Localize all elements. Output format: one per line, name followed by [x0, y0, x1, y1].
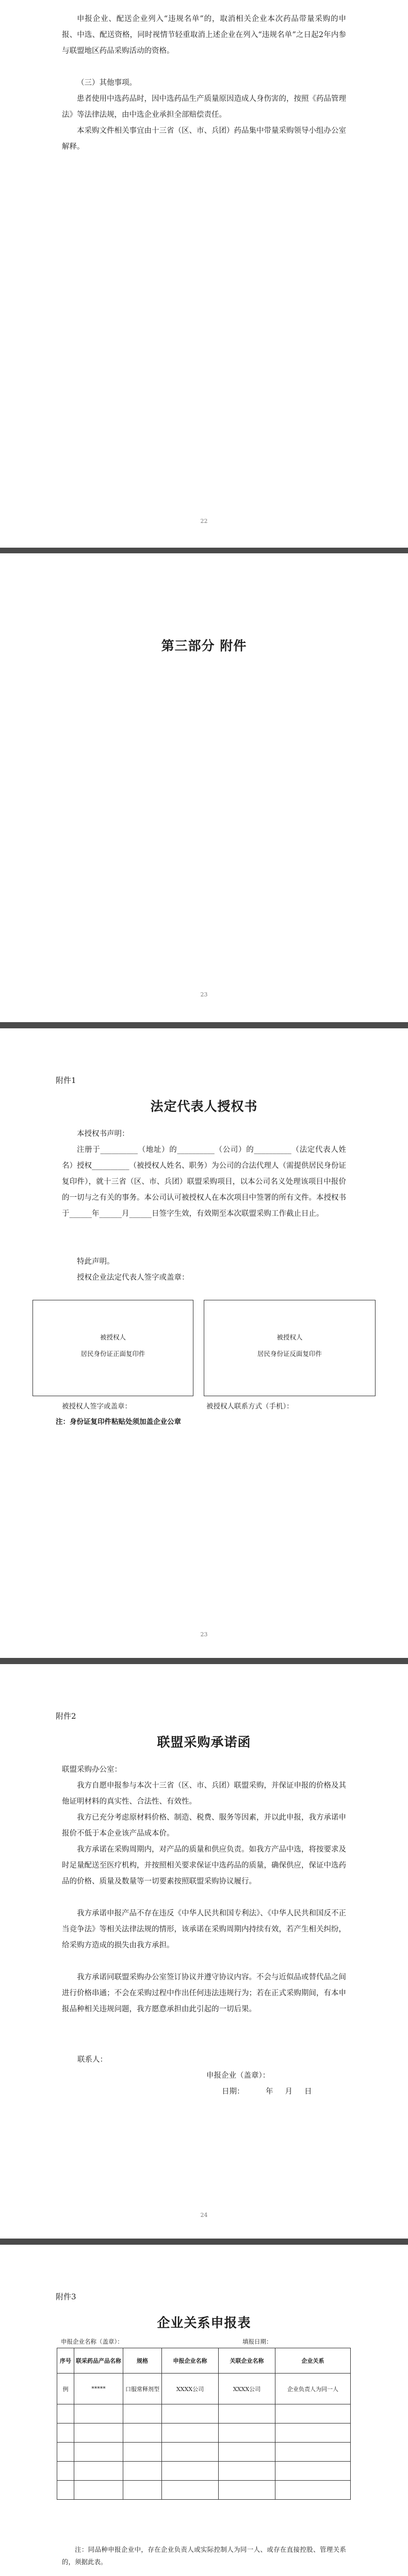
table-row [57, 2443, 351, 2462]
contact-person-line: 联系人： [77, 2056, 107, 2064]
header-cell: 联采药品产品名称 [74, 2348, 123, 2374]
table-cell [219, 2443, 275, 2462]
table-row [57, 2374, 351, 2404]
commitment-paragraph: 我方已充分考虑原材料价格、制造、税费、服务等因素，并以此申报，我方承诺申报价不低于本企业该产品成本价。 [62, 1814, 346, 1838]
table-cell [123, 2424, 162, 2443]
table-cell [162, 2443, 219, 2462]
table-cell: 例 [57, 2374, 74, 2404]
table-cell [57, 2443, 74, 2462]
table-cell [74, 2404, 123, 2424]
table-cell [57, 2424, 74, 2443]
table-cell: ***** [74, 2374, 123, 2404]
page-number: 22 [200, 518, 208, 524]
commitment-paragraph: 我方承诺申报产品不存在违反《中华人民共和国专利法》、《中华人民共和国反不正当竞争法》等相关法律法规的情形，该承诺在采购周期内持续有效，若产生相关纠纷，给采购方造成的损失由我方承担。 [62, 1909, 346, 1950]
paragraph: 申报企业、配送企业列入“违规名单”的，取消相关企业本次药品带量采购的申报、中选、配送资格，同时视情节轻重取消上述企业在列入“违规名单”之日起2年内参与联盟地区药品采购活动的资格。 [62, 15, 346, 55]
table-cell [74, 2462, 123, 2481]
table-cell [275, 2462, 351, 2481]
document-page-2 [0, 553, 408, 1021]
table-cell [275, 2481, 351, 2500]
table-cell [123, 2462, 162, 2481]
table-cell: 企业负责人为同一人 [275, 2374, 351, 2404]
page-separator [0, 548, 408, 553]
commitment-paragraph: 我方自愿申报参与本次十三省（区、市、兵团）联盟采购，并保证申报的价格及其他证明材料的真实性、合法性、有效性。 [62, 1782, 346, 1806]
document-page-3 [0, 1028, 408, 1657]
agent-signature: 被授权人签字或盖章： [62, 1402, 132, 1411]
table-cell [123, 2481, 162, 2500]
statement-line: 特此声明。 [77, 1258, 115, 1266]
table-cell [275, 2443, 351, 2462]
box-text: 居民身份证正面复印件 [80, 1350, 145, 1358]
section-title: 第三部分 附件 [161, 638, 247, 653]
agent-contact: 被授权人联系方式（手机）： [206, 1402, 293, 1411]
document-page-5 [0, 2245, 408, 2576]
id-card-back-box [204, 1300, 376, 1396]
signature-line: 授权企业法定代表人签字或盖章： [77, 1274, 189, 1282]
date-line: 日期： 年 月 日 [222, 2088, 312, 2096]
fill-date-label: 填报日期： [242, 2338, 272, 2345]
table-cell [57, 2481, 74, 2500]
page-number: 23 [200, 991, 208, 998]
table-cell: XXXX公司 [219, 2374, 275, 2404]
table-row [57, 2462, 351, 2481]
table-cell [275, 2404, 351, 2424]
header-cell: 企业关系 [275, 2348, 351, 2374]
table-cell [74, 2424, 123, 2443]
page-separator [0, 1658, 408, 1664]
table-cell [162, 2404, 219, 2424]
table-cell [219, 2404, 275, 2424]
page-separator [0, 2239, 408, 2245]
table-cell [162, 2462, 219, 2481]
table-cell [74, 2481, 123, 2500]
table-cell [74, 2443, 123, 2462]
table-row [57, 2481, 351, 2500]
box-text: 居民身份证反面复印件 [257, 1350, 322, 1358]
document-title: 联盟采购承诺函 [157, 1735, 251, 1750]
header-cell: 规格 [123, 2348, 162, 2374]
enterprise-relation-table [57, 2348, 351, 2500]
attachment-label: 附件2 [56, 1711, 76, 1721]
document-page-4 [0, 1664, 408, 2239]
table-cell: XXXX公司 [162, 2374, 219, 2404]
document-title: 企业关系申报表 [157, 2315, 251, 2330]
box-text: 被授权人 [100, 1333, 126, 1341]
table-cell [219, 2424, 275, 2443]
table-row [57, 2404, 351, 2424]
table-cell [275, 2424, 351, 2443]
id-card-front-box [32, 1300, 193, 1396]
table-note: 注：同品种申报企业中，存在企业负责人或实际控制人为同一人、或存在直接控股、管理关系的，须据此表。 [62, 2546, 346, 2566]
table-cell [123, 2443, 162, 2462]
table-cell [219, 2481, 275, 2500]
paragraph: 本采购文件相关事宜由十三省（区、市、兵团）药品集中带量采购领导小组办公室解释。 [62, 127, 346, 151]
addressee: 联盟采购办公室： [62, 1766, 122, 1774]
attachment-label: 附件3 [56, 2292, 76, 2301]
page-number: 23 [200, 1631, 208, 1638]
table-cell [123, 2404, 162, 2424]
paragraph: 患者使用中选药品时，因中选药品生产质量原因造成人身伤害的，按照《药品管理法》等法律法规，由中选企业承担全部赔偿责任。 [62, 95, 346, 119]
attachment-label: 附件1 [56, 1076, 76, 1085]
page-number: 24 [200, 2212, 208, 2218]
table-cell [162, 2481, 219, 2500]
table-cell: 口服常释剂型 [123, 2374, 162, 2404]
enterprise-seal-line: 申报企业（盖章）： [206, 2072, 270, 2080]
commitment-paragraph: 我方承诺在采购周期内，对产品的质量和供应负责。如我方产品中选，将按要求及时足量配送至医疗机构，并按照相关要求保证中选药品的质量，确保供应，保证中选药品的价格、质量及数量等一切要素按照联盟采购协议履行。 [62, 1845, 346, 1886]
table-header-row [57, 2348, 351, 2374]
page-separator [0, 1022, 408, 1028]
paragraph: （三）其他事项。 [77, 79, 137, 87]
header-cell: 序号 [57, 2348, 74, 2374]
table-cell [57, 2462, 74, 2481]
authorization-body: 注册于__________（地址）的__________（公司）的__________（法定代表人姓名）授权__________（被授权人姓名、职务）为公司的合法代理人（需提供居民身份证复印件），就十三省（区、市、兵团）联盟采购项目，以本公司名义处理该项目中报价的一切与之有关的事务。本公司认可被授权人在本次项目中签署的所有文件。本授权书于______年______月______日签字生效，有效期至本次联盟采购工作截止日止。 [62, 1146, 346, 1218]
table-row [57, 2424, 351, 2443]
table-cell [57, 2404, 74, 2424]
table-cell [219, 2462, 275, 2481]
document-title: 法定代表人授权书 [150, 1099, 258, 1114]
id-note: 注：身份证复印件粘贴处须加盖企业公章 [56, 1418, 181, 1426]
salutation: 本授权书声明： [77, 1130, 129, 1138]
enterprise-name-label: 申报企业名称（盖章）： [61, 2338, 123, 2345]
document-page-1 [0, 0, 408, 544]
commitment-paragraph: 我方承诺同联盟采购办公室签订协议并遵守协议内容。不会与近似品或替代品之间进行价格串通；不会在采购过程中作出任何违法违规行为；若在正式采购期间，有本申报品种相关违规问题，我方愿意承担由此引起的一切后果。 [62, 1973, 346, 2013]
header-cell: 关联企业名称 [219, 2348, 275, 2374]
table-cell [162, 2424, 219, 2443]
box-text: 被授权人 [276, 1333, 303, 1341]
header-cell: 申报企业名称 [162, 2348, 219, 2374]
